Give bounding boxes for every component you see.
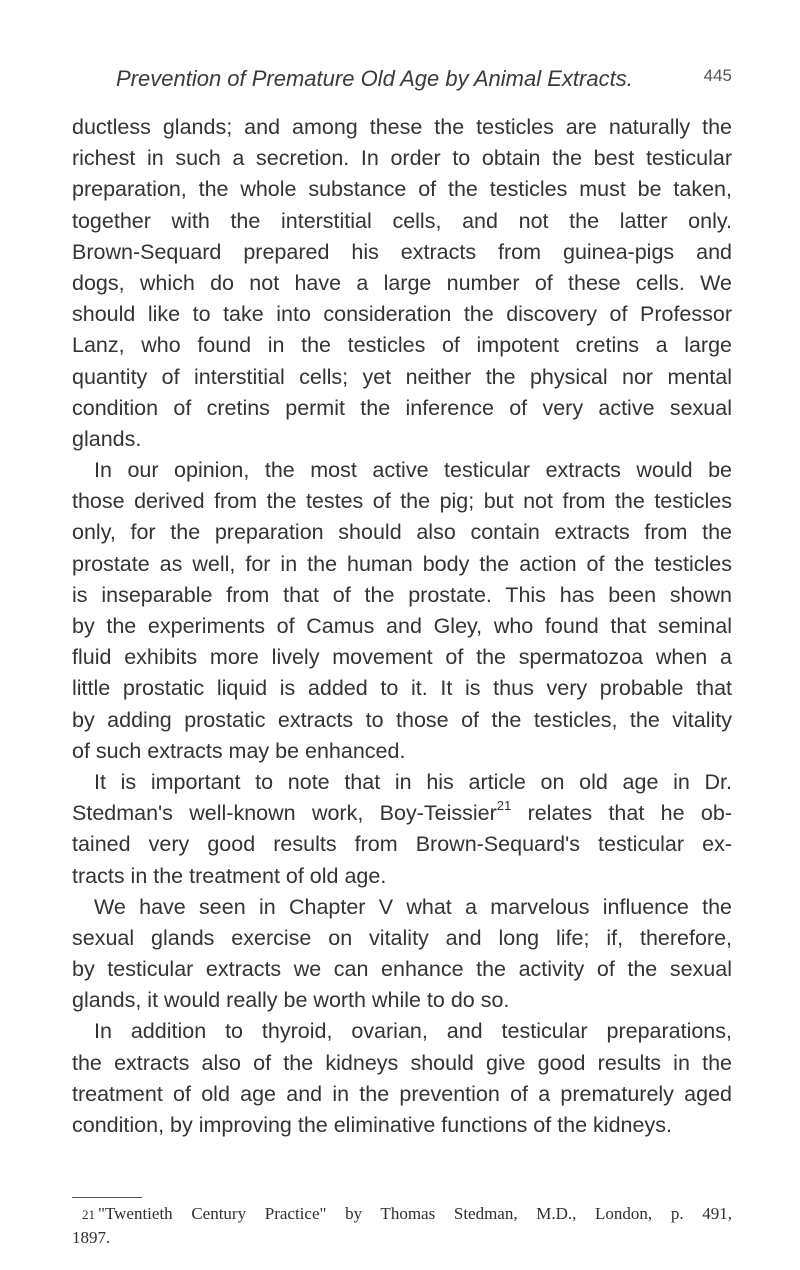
text-line: little prostatic liquid is added to it. It is thus very probable that [72, 676, 732, 701]
text-line: Lanz, who found in the testicles of impotent cretins a large [72, 333, 732, 358]
text-line: We have seen in Chapter V what a marvelous influence the [94, 894, 732, 919]
footnote-text: "Twentieth Century Practice" by Thomas Stedman, M.D., London, p. 491, [98, 1204, 732, 1223]
text-line: In addition to thyroid, ovarian, and testicular preparations, [94, 1019, 732, 1044]
text-line: should like to take into consideration the discovery of Professor [72, 302, 732, 327]
text-line: of such extracts may be enhanced. [72, 738, 406, 763]
text-line: sexual glands exercise on vitality and long life; if, therefore, [72, 925, 732, 950]
footnote-ref-marker[interactable]: 21 [496, 797, 512, 813]
text-line: glands, it would really be worth while to do so. [72, 988, 510, 1013]
text-line: tained very good results from Brown-Sequard's testicular ex- [72, 832, 732, 857]
text-line: ductless glands; and among these the testicles are naturally the [72, 115, 732, 139]
text-line: Brown-Sequard prepared his extracts from guinea-pigs and [72, 239, 732, 264]
text-line: by the experiments of Camus and Gley, who found that seminal [72, 614, 732, 638]
body-text [72, 112, 732, 1141]
footnote-continuation: 1897. [72, 1228, 111, 1247]
text-line: condition of cretins permit the inference of very active sexual [72, 395, 732, 420]
text-line: together with the interstitial cells, and not the latter only. [72, 208, 732, 233]
text-line: glands. [72, 426, 142, 451]
text-line: It is important to note that in his article on old age in Dr. [94, 769, 732, 794]
footnote-divider [72, 1197, 142, 1198]
footnote [72, 1202, 732, 1249]
text-line: only, for the preparation should also contain extracts from the [72, 520, 732, 545]
running-head [72, 66, 732, 96]
footnote-line [72, 1202, 732, 1226]
text-line: is inseparable from that of the prostate. This has been shown [72, 582, 732, 607]
text-line: fluid exhibits more lively movement of the spermatozoa when a [72, 645, 732, 670]
page-number: 445 [703, 66, 732, 85]
text-line: dogs, which do not have a large number of these cells. We [72, 270, 732, 295]
text-line: prostate as well, for in the human body the action of the testicles [72, 551, 732, 576]
running-title: Prevention of Premature Old Age by Animal Extracts. [116, 66, 633, 91]
text-line-with-ref [72, 798, 732, 829]
text-line: richest in such a secretion. In order to obtain the best testicular [72, 146, 732, 171]
text-line: In our opinion, the most active testicular extracts would be [94, 458, 732, 483]
text-line: by testicular extracts we can enhance the activity of the sexual [72, 957, 732, 982]
text-fragment: Stedman's well-known work, Boy-Teissier [72, 801, 497, 826]
text-line: those derived from the testes of the pig; but not from the testicles [72, 489, 732, 514]
text-line: treatment of old age and in the prevention of a prematurely aged [72, 1081, 732, 1106]
text-fragment: relates that he ob- [511, 801, 732, 826]
text-line: quantity of interstitial cells; yet neither the physical nor mental [72, 364, 732, 389]
text-line: the extracts also of the kidneys should give good results in the [72, 1050, 732, 1075]
text-line: by adding prostatic extracts to those of the testicles, the vitality [72, 707, 732, 732]
footnote-number: 21 [82, 1207, 95, 1222]
text-line: preparation, the whole substance of the testicles must be taken, [72, 177, 732, 202]
text-line: tracts in the treatment of old age. [72, 863, 387, 888]
text-line: condition, by improving the eliminative functions of the kidneys. [72, 1113, 672, 1137]
